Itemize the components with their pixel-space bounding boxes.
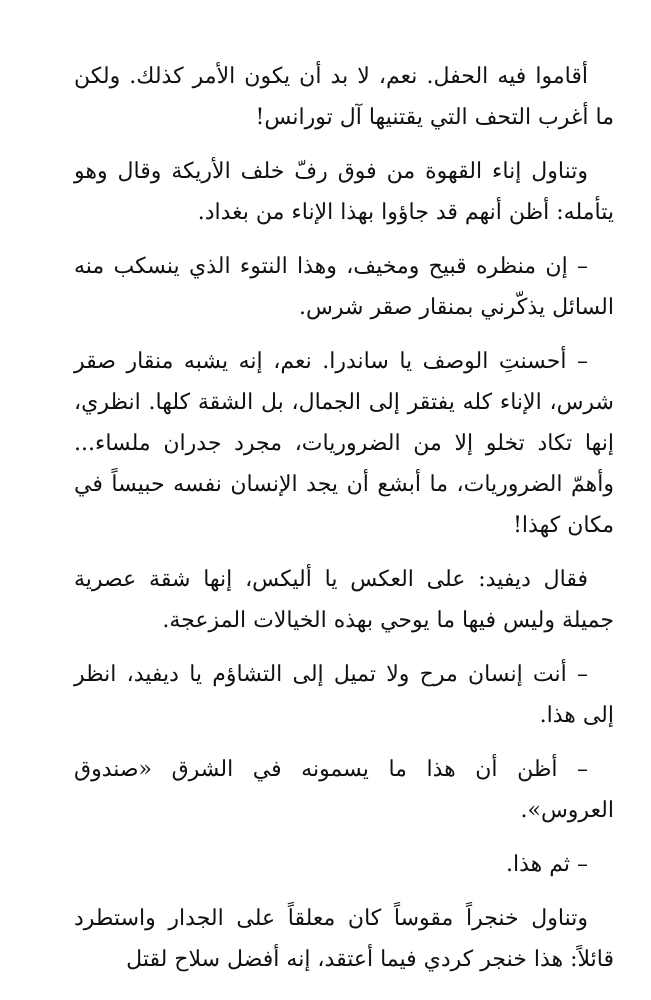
paragraph-7: – أظن أن هذا ما يسمونه في الشرق «صندوق العروس».: [74, 757, 614, 823]
paragraph-2: وتناول إناء القهوة من فوق رفّ خلف الأريكة وقال وهو يتأمله: أظن أنهم قد جاؤوا بهذا الإناء من بغداد.: [74, 159, 614, 225]
paragraph-4: – أحسنتِ الوصف يا ساندرا. نعم، إنه يشبه منقار صقر شرس، الإناء كله يفتقر إلى الجمال، بل الشقة كلها. انظري، إنها تكاد تخلو إلا من الضروريات، مجرد جدران ملساء... وأهمّ الضروريات، ما أبشع أن يجد الإنسان نفسه حبيساً في مكان كهذا!: [74, 349, 614, 538]
paragraph-9: وتناول خنجراً مقوساً كان معلقاً على الجدار واستطرد قائلاً: هذا خنجر كردي فيما أعتقد، إنه أفضل سلاح لقتل: [74, 906, 614, 972]
paragraph-1: أقاموا فيه الحفل. نعم، لا بد أن يكون الأمر كذلك. ولكن ما أغرب التحف التي يقتنيها آل تورانس!: [74, 64, 614, 130]
paragraph-6: – أنت إنسان مرح ولا تميل إلى التشاؤم يا ديفيد، انظر إلى هذا.: [74, 662, 614, 728]
page-text: [74, 56, 614, 993]
paragraph-8: – ثم هذا.: [505, 852, 588, 877]
paragraph-5: فقال ديفيد: على العكس يا أليكس، إنها شقة عصرية جميلة وليس فيها ما يوحي بهذه الخيالات المزعجة.: [74, 567, 614, 633]
paragraph-3: – إن منظره قبيح ومخيف، وهذا النتوء الذي ينسكب منه السائل يذكّرني بمنقار صقر شرس.: [74, 254, 614, 320]
